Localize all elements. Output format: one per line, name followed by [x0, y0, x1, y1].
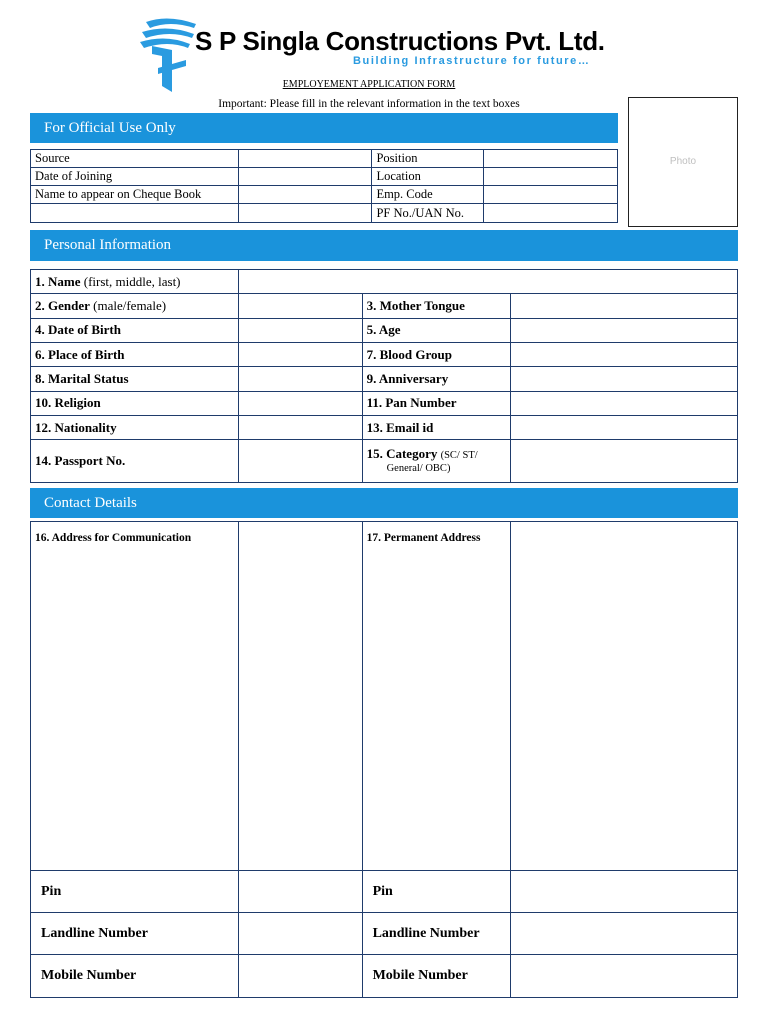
official-use-table — [30, 149, 618, 223]
mobile-input-comm[interactable] — [238, 955, 362, 998]
category-label-cell — [362, 440, 510, 483]
official-label-source: Source — [31, 150, 239, 168]
name-input[interactable] — [238, 270, 737, 294]
email-label: 13. Email id — [362, 415, 510, 439]
official-label-emp-code: Emp. Code — [372, 186, 484, 204]
landline-label-comm: Landline Number — [31, 913, 239, 955]
personal-info-title: Personal Information — [44, 237, 172, 253]
category-input[interactable] — [510, 440, 738, 483]
company-tagline: Building Infrastructure for future… — [353, 55, 591, 67]
gender-label: 2. Gender — [35, 297, 90, 313]
place-of-birth-input[interactable] — [238, 342, 362, 366]
official-label-date-of-joining: Date of Joining — [31, 168, 239, 186]
landline-label-perm: Landline Number — [362, 913, 510, 955]
category-note-2: General/ OBC) — [386, 463, 451, 475]
blood-group-label: 7. Blood Group — [362, 342, 510, 366]
official-input-extra-2[interactable] — [238, 204, 372, 223]
official-input-location[interactable] — [484, 168, 618, 186]
religion-input[interactable] — [238, 391, 362, 415]
marital-status-label: 8. Marital Status — [31, 367, 239, 391]
official-label-location: Location — [372, 168, 484, 186]
gender-input[interactable] — [238, 294, 362, 318]
official-input-emp-code[interactable] — [484, 186, 618, 204]
pin-label-perm: Pin — [362, 871, 510, 913]
company-name: S P Singla Constructions Pvt. Ltd. — [195, 26, 605, 56]
contact-details-table — [30, 521, 738, 998]
address-communication-input[interactable] — [238, 522, 362, 871]
pan-number-input[interactable] — [510, 391, 738, 415]
email-input[interactable] — [510, 415, 738, 439]
nationality-input[interactable] — [238, 415, 362, 439]
official-input-cheque-name[interactable] — [238, 186, 372, 204]
photo-label: Photo — [669, 156, 697, 167]
official-use-banner — [30, 113, 618, 143]
contact-details-title: Contact Details — [44, 494, 137, 511]
personal-info-banner — [30, 230, 738, 261]
name-label-cell — [31, 270, 239, 294]
pin-input-perm[interactable] — [510, 871, 737, 913]
mother-tongue-input[interactable] — [510, 294, 738, 318]
category-label: 15. Category — [366, 446, 438, 462]
pin-label-comm: Pin — [31, 871, 239, 913]
personal-info-table — [30, 269, 738, 483]
nationality-label: 12. Nationality — [31, 415, 239, 439]
name-label: 1. Name — [35, 273, 81, 289]
official-input-extra[interactable] — [31, 204, 239, 223]
official-label-pf-no: PF No./UAN No. — [372, 204, 484, 223]
dob-label: 4. Date of Birth — [31, 318, 239, 342]
form-instruction: Important: Please fill in the relevant information in the text boxes — [218, 98, 520, 110]
anniversary-input[interactable] — [510, 367, 738, 391]
official-use-title: For Official Use Only — [44, 119, 176, 136]
religion-label: 10. Religion — [31, 391, 239, 415]
address-communication-label: 16. Address for Communication — [31, 522, 239, 871]
permanent-address-label: 17. Permanent Address — [362, 522, 510, 871]
official-input-date-of-joining[interactable] — [238, 168, 372, 186]
official-label-position: Position — [372, 150, 484, 168]
blood-group-input[interactable] — [510, 342, 738, 366]
landline-input-perm[interactable] — [510, 913, 737, 955]
anniversary-label: 9. Anniversary — [362, 367, 510, 391]
pin-input-comm[interactable] — [238, 871, 362, 913]
landline-input-comm[interactable] — [238, 913, 362, 955]
official-input-pf-no[interactable] — [484, 204, 618, 223]
form-title: EMPLOYEMENT APPLICATION FORM — [282, 79, 456, 90]
mobile-label-perm: Mobile Number — [362, 955, 510, 998]
official-input-source[interactable] — [238, 150, 372, 168]
permanent-address-input[interactable] — [510, 522, 737, 871]
passport-label: 14. Passport No. — [31, 440, 239, 483]
mobile-input-perm[interactable] — [510, 955, 737, 998]
pan-number-label: 11. Pan Number — [362, 391, 510, 415]
name-note: (first, middle, last) — [83, 273, 181, 289]
contact-details-banner — [30, 488, 738, 518]
gender-note: (male/female) — [93, 297, 167, 313]
marital-status-input[interactable] — [238, 367, 362, 391]
age-input[interactable] — [510, 318, 738, 342]
age-label: 5. Age — [362, 318, 510, 342]
photo-box[interactable] — [628, 97, 738, 227]
place-of-birth-label: 6. Place of Birth — [31, 342, 239, 366]
category-note: (SC/ ST/ — [440, 450, 478, 462]
dob-input[interactable] — [238, 318, 362, 342]
official-input-position[interactable] — [484, 150, 618, 168]
mobile-label-comm: Mobile Number — [31, 955, 239, 998]
gender-label-cell — [31, 294, 239, 318]
mother-tongue-label: 3. Mother Tongue — [362, 294, 510, 318]
passport-input[interactable] — [238, 440, 362, 483]
official-label-cheque-name: Name to appear on Cheque Book — [31, 186, 239, 204]
